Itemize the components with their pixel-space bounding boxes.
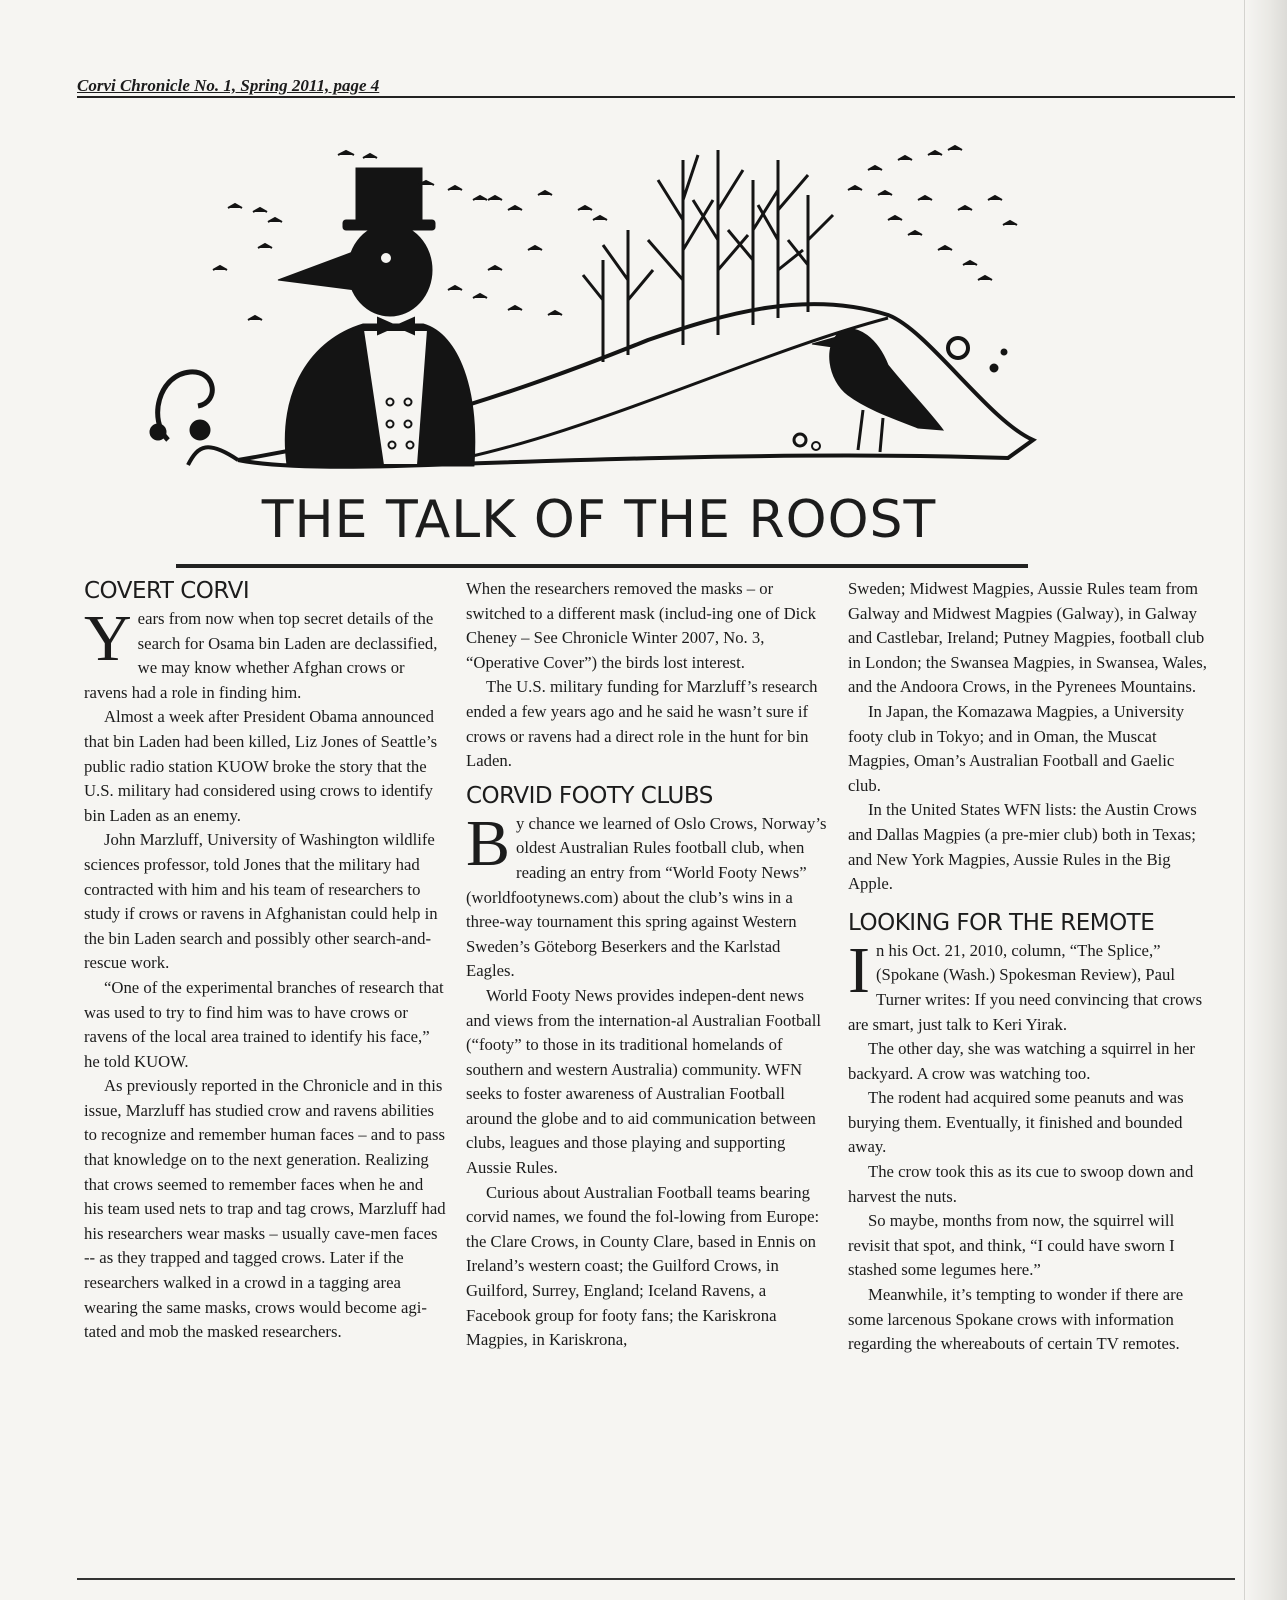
article-paragraph: So maybe, months from now, the squirrel will revisit that spot, and think, “I could have sworn I stashed some legumes here.”	[848, 1211, 1175, 1280]
article-paragraph: “One of the experimental branches of research that was used to try to find him was to have crows or ravens of the local area trained to identify his face,” he told KUOW.	[84, 977, 444, 1071]
article-paragraph: Sweden; Midwest Magpies, Aussie Rules team from Galway and Midwest Magpies (Galway), in Galway and Castlebar, Ireland; Putney Magpies, football club in London; the Swansea Magpies, in Swansea, Wales, and the Andoora Crows, in the Pyrenees Mountains.	[848, 579, 1207, 697]
paragraph-text: ears from now when top secret details of the search for Osama bin Laden are declassified, we may know whether Afghan crows or ravens had a role in finding him.	[84, 609, 438, 702]
footer-rule	[77, 1578, 1235, 1580]
article-paragraph	[848, 933, 1210, 1037]
article-column-1	[84, 577, 446, 1345]
article-paragraph: John Marzluff, University of Washington wildlife sciences professor, told Jones that the military had contracted with him and his team of researchers to study if crows or ravens in Afghanistan could help in the bin Laden search and possibly other search-and-rescue work.	[84, 830, 438, 973]
banner-rule	[176, 564, 1028, 568]
article-paragraph: Curious about Australian Football teams bearing corvid names, we found the fol-lowing from Europe: the Clare Crows, in County Clare, based in Ennis on Ireland’s western coast; the Guilford Crows, in Guilford, Surrey, England; Iceland Ravens, a Facebook group for footy fans; the Kariskrona Magpies, in Kariskrona,	[466, 1182, 820, 1350]
article-column-2	[466, 577, 828, 1353]
article-paragraph: As previously reported in the Chronicle and in this issue, Marzluff has studied crow and ravens abilities to recognize and remember human faces – and to pass that knowledge on to the next generation. Realizing that crows seemed to remember faces when he and his team used nets to trap and tag crows, Marzluff had his researchers wear masks – usually cave-men faces -- as they trapped and tagged crows. Later if the researchers walked in a crowd in a tagging area wearing the same masks, crows would become agi-tated and mob the masked researchers.	[84, 1076, 446, 1342]
running-head: Corvi Chronicle No. 1, Spring 2011, page 4	[77, 76, 380, 95]
heading-corvid-footy-clubs: CORVID FOOTY CLUBS	[466, 782, 713, 809]
article-paragraph: The rodent had acquired some peanuts and was burying them. Eventually, it finished and bounded away.	[848, 1088, 1184, 1157]
article-paragraph: In the United States WFN lists: the Austin Crows and Dallas Magpies (a pre-mier club) both in Texas; and New York Magpies, Aussie Rules in the Big Apple.	[848, 800, 1197, 894]
article-paragraph: In Japan, the Komazawa Magpies, a University footy club in Tokyo; and in Oman, the Muscat Magpies, Oman’s Australian Football and Gaelic club.	[848, 701, 1185, 795]
article-paragraph: When the researchers removed the masks – or switched to a different mask (includ-ing one of Dick Cheney – See Chronicle Winter 2007, No. 3, “Operative Cover”) the birds lost interest.	[466, 579, 817, 672]
section-banner-title: THE TALK OF THE ROOST	[261, 490, 937, 550]
heading-looking-for-the-remote: LOOKING FOR THE REMOTE	[848, 909, 1155, 936]
drop-cap: B	[466, 806, 511, 880]
article-paragraph: The U.S. military funding for Marzluff’s research ended a few years ago and he said he wasn’t sure if crows or ravens had a direct role in the hunt for bin Laden.	[466, 677, 818, 771]
article-paragraph	[466, 806, 828, 984]
article-paragraph: Almost a week after President Obama announced that bin Laden had been killed, Liz Jones of Seattle’s public radio station KUOW broke the story that the U.S. military had considered using crows to identify bin Laden as an enemy.	[84, 707, 438, 825]
paragraph-text: y chance we learned of Oslo Crows, Norway’s oldest Australian Rules football club, when reading an entry from “World Footy News” (worldfootynews.com) about the club’s wins in a three-way tournament this spring against Western Sweden’s Göteborg Beserkers and the Karlstad Eagles.	[466, 813, 827, 981]
article-paragraph: Meanwhile, it’s tempting to wonder if there are some larcenous Spokane crows with information regarding the whereabouts of certain TV remotes.	[848, 1285, 1184, 1354]
drop-cap: Y	[84, 602, 132, 675]
article-paragraph: The crow took this as its cue to swoop down and harvest the nuts.	[848, 1162, 1194, 1206]
article-column-3	[848, 577, 1210, 1357]
heading-covert-corvi: COVERT CORVI	[84, 578, 250, 604]
article-paragraph	[84, 602, 446, 705]
header-rule	[77, 96, 1235, 98]
paragraph-text: n his Oct. 21, 2010, column, “The Splice,” (Spokane (Wash.) Spokesman Review), Paul Turner writes: If you need convincing that crows are smart, just talk to Keri Yirak.	[848, 940, 1203, 1034]
article-paragraph: The other day, she was watching a squirrel in her backyard. A crow was watching too.	[848, 1039, 1195, 1083]
drop-cap: I	[848, 933, 870, 1007]
article-paragraph: World Footy News provides indepen-dent news and views from the internation-al Australian Football (“footy” to those in its traditional homelands of southern and western Australia) community. WFN seeks to foster awareness of Australian Football around the globe and to aid communication between clubs, leagues and those playing and supporting Aussie Rules.	[466, 985, 821, 1178]
page-edge-shadow	[1244, 0, 1287, 1600]
crow-gentleman-and-raven-on-hill-icon	[128, 140, 1058, 492]
